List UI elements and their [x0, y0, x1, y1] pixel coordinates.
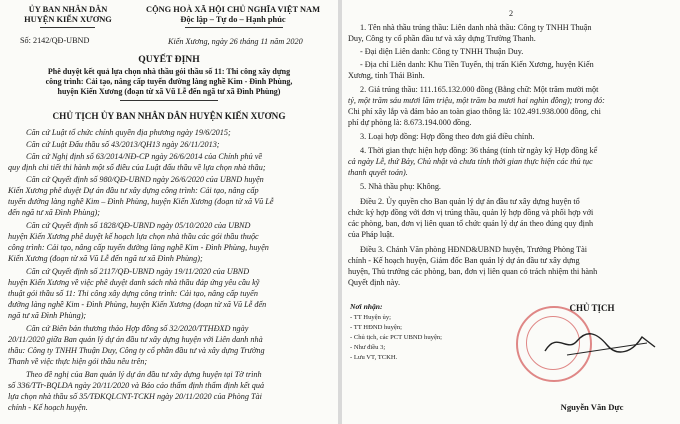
body-line: lựa chọn nhà thầu số 35/TĐKQLCNT-TCKH ngày 20/11/2020 của Phòng Tài	[8, 392, 262, 401]
recipient-item: - Chủ tịch, các PCT UBND huyện;	[350, 334, 442, 341]
recipient-item: - TT HĐND huyện;	[350, 324, 402, 331]
body-line: Căn cứ Quyết định số 980/QĐ-UBND ngày 26/6/2020 của UBND huyện	[26, 175, 264, 184]
body-line: của Pháp luật.	[348, 230, 395, 239]
body-line: Kiến Xương phê duyệt Dự án đầu tư xây dựng công trình: Cải tạo, nâng cấp	[8, 186, 259, 195]
body-line: 20/11/2020 giữa Ban quản lý dự án đầu tư xây dựng huyện với Liên danh nhà	[8, 335, 263, 344]
body-line: huyện Kiến Xương về việc phê duyệt danh sách nhà thầu đáp ứng yêu cầu kỹ	[8, 278, 260, 287]
subject-line-2: công trình: Cải tạo, nâng cấp tuyến đường làng nghề Kim - Đình Phùng,	[45, 77, 293, 86]
place-date: Kiến Xương, ngày 26 tháng 11 năm 2020	[168, 37, 303, 46]
body-line: Căn cứ Nghị định số 63/2014/NĐ-CP ngày 26/6/2014 của Chính phủ về	[26, 152, 263, 161]
body-line: Căn cứ Luật tổ chức chính quyền địa phương ngày 19/6/2015;	[26, 128, 231, 137]
subject-underline	[120, 100, 218, 101]
recipient-item: - Như điều 3;	[350, 344, 386, 351]
body-line: 5. Nhà thầu phụ: Không.	[360, 182, 441, 191]
body-line: Căn cứ Quyết định số 1828/QĐ-UBND ngày 05/10/2020 của UBND	[26, 221, 251, 230]
article-3-line: Điều 3. Chánh Văn phòng HĐND&UBND huyện, Trưởng Phòng Tài	[360, 245, 588, 254]
subject-line-3: huyện Kiến Xương (đoạn từ xã Vũ Lễ đến ngã tư xã Đình Phùng)	[57, 87, 281, 96]
body-line: huyện Kiến Xương phê duyệt kế hoạch lựa chọn nhà thầu các gói thầu thuộc	[8, 232, 259, 241]
body-line: Theo đề nghị của Ban quản lý dự án đầu tư xây dựng huyện tại Tờ trình	[26, 370, 262, 379]
body-line: chính - Kế hoạch huyện, Giám đốc Ban quản lý dự án đầu tư xây dựng	[348, 256, 580, 265]
body-line: đến ngã tư xã Đình Phùng);	[8, 208, 101, 217]
body-line: huyện, Thủ trưởng các phòng, ban, đơn vị liên quan có trách nhiệm thi hành	[348, 267, 598, 276]
body-line: Xương, tỉnh Thái Bình.	[348, 71, 425, 80]
agency-underline	[40, 27, 95, 28]
decision-title: QUYẾT ĐỊNH	[138, 54, 200, 65]
body-line: Duy, Công ty cổ phần đầu tư và xây dựng Trường Thanh.	[348, 34, 536, 43]
agency-line1: ỦY BAN NHÂN DÂN	[28, 5, 108, 14]
body-line: Quyết định này.	[348, 278, 400, 287]
page-2	[342, 0, 680, 424]
body-line: Căn cứ Luật Đấu thầu số 43/2013/QH13 ngày 26/11/2013;	[26, 140, 220, 149]
body-line: chức ký hợp đồng với đơn vị trúng thầu, quản lý hợp đồng và phối hợp với	[348, 208, 594, 217]
body-line: thuật gói thầu số 11: Thi công xây dựng công trình: Cải tạo, nâng cấp tuyến	[8, 289, 258, 298]
body-line: quy định chi tiết thi hành một số điều của Luật đấu thầu về lựa chọn nhà thầu;	[8, 163, 266, 172]
body-line: các phòng, ban, đơn vị liên quan tổ chức quản lý dự án theo đúng quy định	[348, 219, 594, 228]
signature-icon	[537, 323, 677, 363]
subject-line-1: Phê duyệt kết quả lựa chọn nhà thầu gói thầu số 11: Thi công xây dựng	[47, 67, 291, 76]
agency-line2: HUYỆN KIẾN XƯƠNG	[24, 15, 112, 24]
body-line: cả ngày Lễ, thứ Bảy, Chủ nhật và chưa tính thời gian thực hiện các thủ tục	[348, 157, 593, 166]
page-1	[0, 0, 338, 424]
body-line: chính - Kế hoạch huyện.	[8, 403, 88, 412]
body-line: ngã tư xã Đình Phùng);	[8, 311, 87, 320]
recipient-item: - TT Huyện ủy;	[350, 314, 391, 321]
body-line: thanh quyết toán).	[348, 168, 408, 177]
body-line: Căn cứ Biên bản thương thảo Hợp đồng số 32/2020/TTHĐXD ngày	[26, 324, 249, 333]
body-line: 1. Tên nhà thầu trúng thầu: Liên danh nhà thầu: Công ty TNHH Thuận	[360, 23, 592, 32]
motto-underline	[185, 27, 283, 28]
nation-heading: CỘNG HOÀ XÃ HỘI CHỦ NGHĨA VIỆT NAM	[146, 5, 320, 14]
signer-name: Nguyễn Văn Dực	[560, 402, 624, 412]
body-line: Chi phí xây lắp và đảm bảo an toàn giao thông là: 102.491.938.000 đồng, chi	[348, 107, 601, 116]
page-number: 2	[508, 9, 514, 18]
body-line: 2. Giá trúng thầu: 111.165.132.000 đồng (Bằng chữ: Một trăm mười một	[360, 85, 599, 94]
body-line: tỷ, một trăm sáu mươi lăm triệu, một trăm ba mươi hai nghìn đồng); trong đó:	[348, 96, 605, 105]
body-line: 4. Thời gian thực hiện hợp đồng: 36 tháng (tính từ ngày ký Hợp đồng kể	[360, 146, 598, 155]
body-line: Căn cứ Quyết định số 2117/QĐ-UBND ngày 19/11/2020 của UBND	[26, 267, 250, 276]
signer-title: CHỦ TỊCH	[569, 303, 615, 313]
body-line: đường làng nghề Kim - Đình Phùng, huyện Kiến Xương (đoạn từ xã Vũ Lễ đến	[8, 300, 267, 309]
body-line: phí dự phòng là: 8.673.194.000 đồng.	[348, 118, 472, 127]
body-line: số 336/TTr-BQLDA ngày 20/11/2020 và Báo cáo thẩm định thẩm định kết quả	[8, 381, 265, 390]
body-line: thầu: Công ty TNHH Thuận Duy, Công ty cổ phần đầu tư và xây dựng Trường	[8, 346, 265, 355]
body-line: tuyến đường làng nghề Kim – Đình Phùng, huyện Kiến Xương (đoạn từ xã Vũ Lễ	[8, 197, 274, 206]
body-line: công trình: Cải tạo, nâng cấp tuyến đường làng nghề Kim - Đình Phùng, huyện	[8, 243, 269, 252]
article-2-line: Điều 2. Ủy quyền cho Ban quản lý dự án đầu tư xây dựng huyện tổ	[360, 197, 580, 206]
recipients-title: Nơi nhận:	[350, 302, 383, 311]
motto: Độc lập – Tự do – Hạnh phúc	[180, 15, 286, 24]
document-number: Số: 2142/QĐ-UBND	[20, 36, 90, 45]
body-line: 3. Loại hợp đồng: Hợp đồng theo đơn giá điều chỉnh.	[360, 132, 535, 141]
body-line: Kiến Xương (đoạn từ xã Vũ Lễ đến ngã tư xã Đình Phùng);	[8, 254, 203, 263]
body-line: - Đại diện Liên danh: Công ty TNHH Thuận Duy.	[360, 47, 524, 56]
body-line: - Địa chỉ Liên danh: Khu Tiền Tuyến, thị trấn Kiến Xương, huyện Kiến	[360, 60, 594, 69]
body-line: Thanh về việc thực hiện gói thầu nêu trên;	[8, 357, 148, 366]
issuer-heading: CHỦ TỊCH ỦY BAN NHÂN DÂN HUYỆN KIẾN XƯƠNG	[52, 111, 286, 121]
recipient-item: - Lưu VT, TCKH.	[350, 354, 398, 361]
